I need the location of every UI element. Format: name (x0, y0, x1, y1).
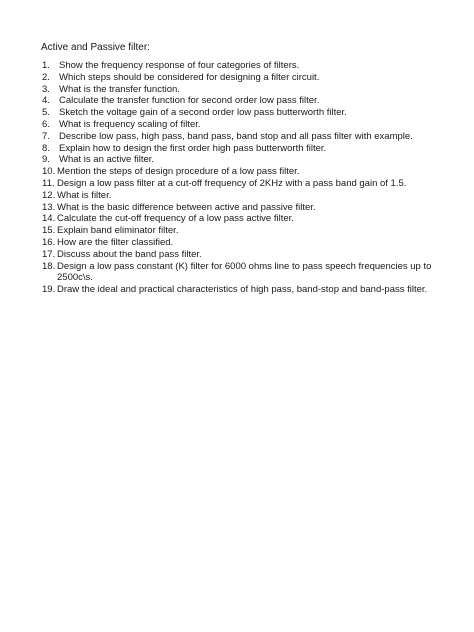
question-text: Calculate the transfer function for second order low pass filter. (59, 95, 320, 107)
question-text: Discuss about the band pass filter. (57, 248, 202, 260)
question-text: What is the basic difference between active and passive filter. (57, 201, 316, 213)
question-list (40, 60, 440, 296)
question-item (40, 261, 440, 285)
question-item (40, 95, 440, 107)
question-item (40, 119, 440, 131)
question-number: 16. (42, 236, 56, 248)
question-text: Describe low pass, high pass, band pass, band stop and all pass filter with example. (59, 130, 413, 142)
question-text: What is filter. (57, 189, 112, 201)
question-number: 4. (42, 95, 50, 107)
question-number: 10. (42, 166, 56, 178)
question-item (40, 249, 440, 261)
question-text: Draw the ideal and practical characteristics of high pass, band-stop and band-pass filter. (57, 284, 428, 296)
question-number: 12. (42, 189, 56, 201)
question-item (40, 143, 440, 155)
question-text: Calculate the cut-off frequency of a low pass active filter. (57, 213, 294, 225)
question-item (40, 190, 440, 202)
question-item (40, 131, 440, 143)
question-number: 15. (42, 225, 56, 237)
question-number: 13. (42, 201, 56, 213)
question-text: How are the filter classified. (57, 236, 174, 248)
question-text: Mention the steps of design procedure of a low pass filter. (57, 166, 300, 178)
question-text: Show the frequency response of four categories of filters. (59, 60, 300, 71)
question-number: 17. (42, 248, 56, 260)
question-item (40, 166, 440, 178)
question-item (40, 60, 440, 72)
question-item (40, 284, 440, 296)
question-item (40, 225, 440, 237)
document-title: Active and Passive filter: (41, 42, 150, 53)
question-number: 1. (42, 60, 50, 71)
question-item (40, 72, 440, 84)
question-number: 3. (42, 83, 50, 95)
question-item (40, 237, 440, 249)
question-item (40, 154, 440, 166)
question-number: 11. (42, 177, 55, 189)
question-number: 9. (42, 154, 50, 166)
question-item (40, 107, 440, 119)
question-item (40, 213, 440, 225)
question-item (40, 178, 440, 190)
question-number: 2. (42, 71, 50, 83)
question-number: 8. (42, 142, 50, 154)
question-text: Sketch the voltage gain of a second order low pass butterworth filter. (59, 107, 347, 119)
question-text: What is an active filter. (59, 154, 155, 166)
question-text: Design a low pass constant (K) filter for 6000 ohms line to pass speech frequencies up to 2500c\s. (57, 260, 432, 284)
question-number: 19. (42, 284, 56, 296)
question-text: What is frequency scaling of filter. (59, 118, 201, 130)
question-number: 7. (42, 130, 50, 142)
question-text: Explain band eliminator filter. (57, 225, 179, 237)
question-number: 6. (42, 118, 50, 130)
question-text: Explain how to design the first order high pass butterworth filter. (59, 142, 327, 154)
question-number: 18. (42, 260, 56, 272)
question-text: What is the transfer function. (59, 83, 180, 95)
question-item (40, 84, 440, 96)
question-item (40, 202, 440, 214)
question-text: Design a low pass filter at a cut-off frequency of 2KHz with a pass band gain of 1.5. (57, 177, 407, 189)
question-number: 5. (42, 107, 50, 119)
question-text: Which steps should be considered for designing a filter circuit. (59, 71, 320, 83)
question-number: 14. (42, 213, 56, 225)
